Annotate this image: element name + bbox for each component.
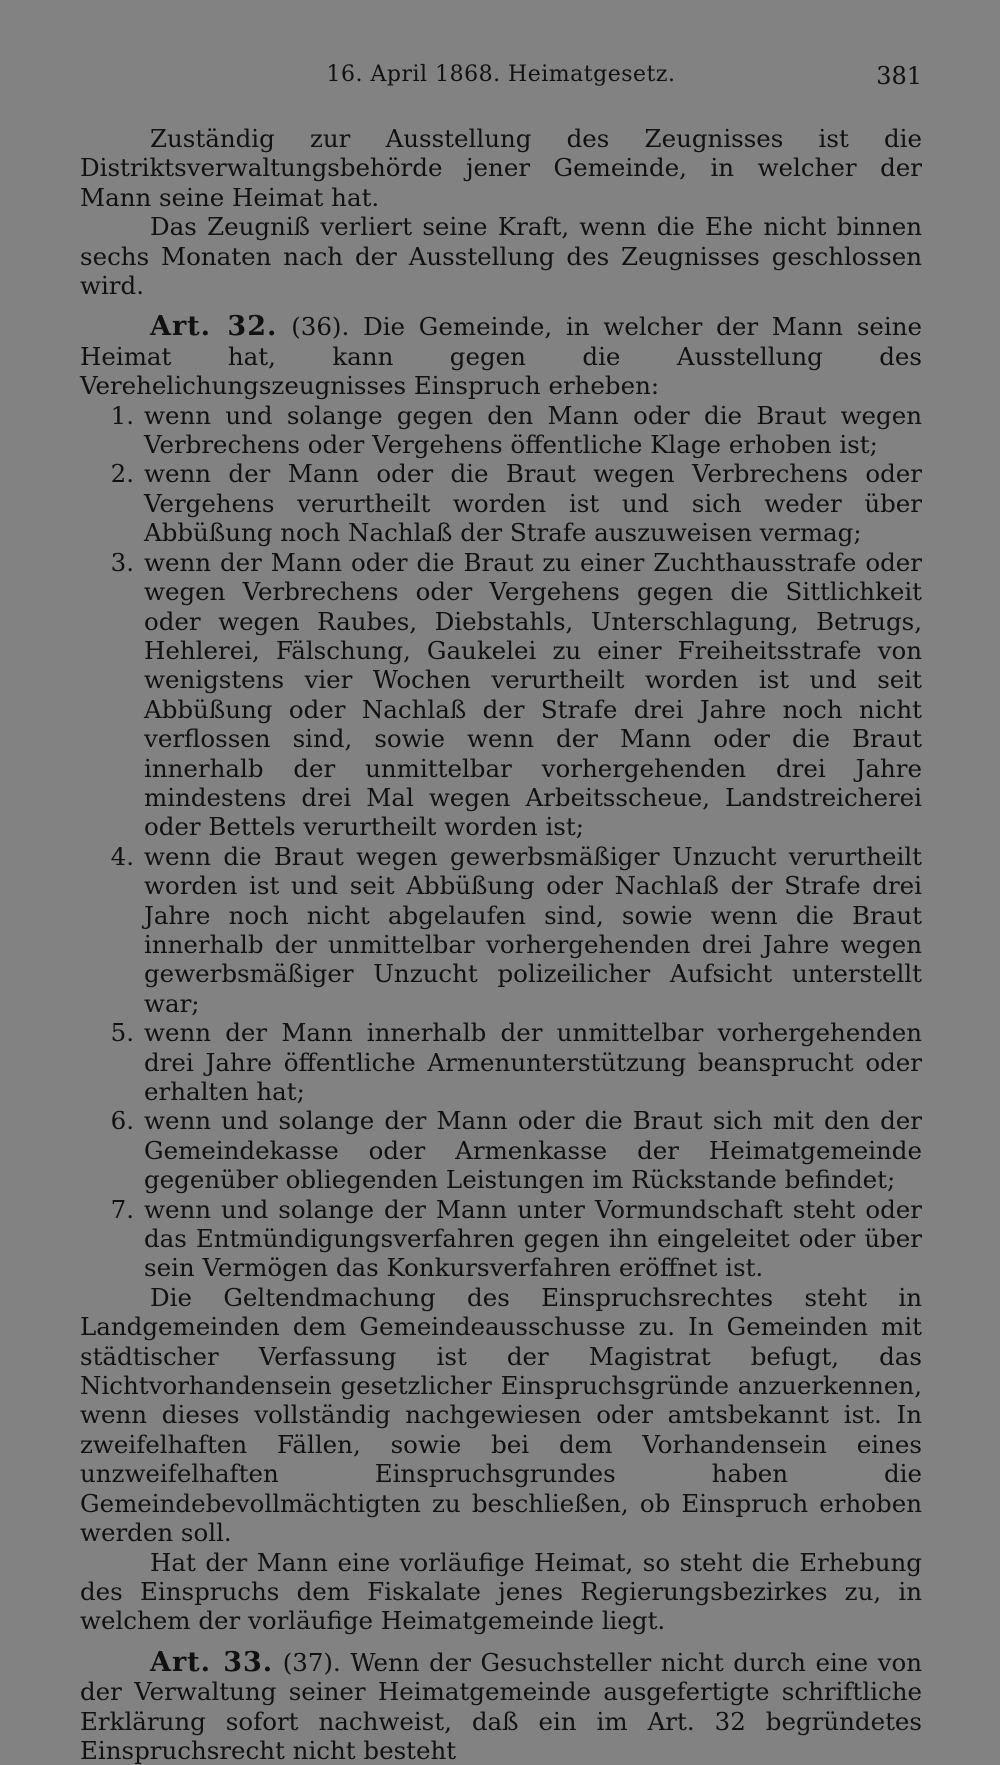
list-item-text: wenn die Braut wegen gewerbsmäßiger Unzucht verurtheilt worden ist und seit Abbüßung oder Nachlaß der Strafe drei Jahre noch nicht abgelaufen sind, sowie wenn die Braut innerhalb der unmittelbar vorhergehenden drei Jahre wegen gewerbsmäßiger Unzucht polizeilicher Aufsicht unterstellt war; — [144, 841, 922, 1018]
list-item — [80, 401, 922, 460]
running-title: 16. April 1868. Heimatgesetz. — [326, 62, 676, 87]
list-item-text: wenn und solange der Mann unter Vormundschaft steht oder das Entmündigungsverfahren gegen ihn eingeleitet oder über sein Vermögen das Konkursverfahren eröffnet ist. — [144, 1194, 922, 1283]
paragraph-objection-procedure: Die Geltendmachung des Einspruchsrechtes steht in Landgemeinden dem Gemeindeausschusse zu. In Gemeinden mit städtischer Verfassung ist der Magistrat befugt, das Nichtvorhandensein gesetzlicher Einspruchsgründe anzuerkennen, wenn dieses vollständig nachgewiesen oder amtsbekannt ist. In zweifelhaften Fällen, sowie bei dem Vorhandensein eines unzweifelhaften Einspruchsgrundes haben die Gemeindebevollmächtigten zu beschließen, ob Einspruch erhoben werden soll. — [80, 1282, 922, 1548]
article-33 — [80, 1648, 922, 1765]
list-item — [80, 1018, 922, 1106]
article-32-intro-text: Die Gemeinde, in welcher der Mann seine Heimat hat, kann gegen die Ausstellung des Verehelichungszeugnisses Einspruch erheben: — [80, 312, 923, 401]
list-item-number: 6. — [110, 1106, 134, 1136]
article-32-intro — [80, 312, 922, 400]
list-item-number: 3. — [110, 547, 134, 577]
paragraph-competence: Zuständig zur Ausstellung des Zeugnisses ist die Distriktsverwaltungsbehörde jener Gemeinde, in welcher der Mann seine Heimat hat. — [80, 124, 922, 212]
page-number: 381 — [876, 62, 922, 90]
list-item-number: 5. — [110, 1018, 134, 1048]
article-32-label: Art. 32. — [150, 311, 278, 343]
list-item-number: 4. — [110, 841, 134, 871]
list-item-number: 7. — [110, 1194, 134, 1224]
list-item — [80, 548, 922, 842]
list-item-number: 2. — [110, 459, 134, 489]
article-33-label: Art. 33. — [150, 1646, 274, 1678]
article-33-text: Wenn der Gesuchsteller nicht durch eine von der Verwaltung seiner Heimatgemeinde ausgefertigte schriftliche Erklärung sofort nachweist, daß ein im Art. 32 begründetes Einspruchsrecht nicht besteht — [80, 1647, 922, 1765]
list-item — [80, 459, 922, 547]
article-33-ref: (37). — [282, 1647, 341, 1677]
article-32-ref: (36). — [291, 312, 350, 342]
list-item-number: 1. — [110, 400, 134, 430]
list-item — [80, 1195, 922, 1283]
list-item-text: wenn und solange der Mann oder die Braut sich mit den der Gemeindekasse oder Armenkasse der Heimatgemeinde gegenüber obliegenden Leistungen im Rückstande befindet; — [144, 1106, 922, 1195]
list-item-text: wenn der Mann oder die Braut wegen Verbrechens oder Vergehens verurtheilt worden ist und sich weder über Abbüßung noch Nachlaß der Strafe auszuweisen vermag; — [144, 459, 922, 548]
paragraph-provisional-home: Hat der Mann eine vorläufige Heimat, so steht die Erhebung des Einspruchs dem Fiskalate jenes Regierungsbezirkes zu, in welchem der vorläufige Heimatgemeinde liegt. — [80, 1547, 922, 1636]
list-item — [80, 842, 922, 1018]
list-item-text: wenn und solange gegen den Mann oder die Braut wegen Verbrechens oder Vergehens öffentliche Klage erhoben ist; — [144, 400, 922, 460]
list-item-text: wenn der Mann innerhalb der unmittelbar vorhergehenden drei Jahre öffentliche Armenunterstützung beansprucht oder erhalten hat; — [144, 1018, 922, 1106]
document-body — [80, 124, 922, 1765]
list-item — [80, 1106, 922, 1194]
paragraph-certificate-validity: Das Zeugniß verliert seine Kraft, wenn die Ehe nicht binnen sechs Monaten nach der Ausstellung des Zeugnisses geschlossen wird. — [80, 212, 922, 301]
list-item-text: wenn der Mann oder die Braut zu einer Zuchthausstrafe oder wegen Verbrechens oder Vergehens gegen die Sittlichkeit oder wegen Raubes, Diebstahls, Unterschlagung, Betrugs, Hehlerei, Fälschung, Gaukelei zu einer Freiheitsstrafe von wenigstens vier Wochen verurtheilt worden ist und seit Abbüßung oder Nachlaß der Strafe drei Jahre noch nicht verflossen sind, sowie wenn der Mann oder die Braut innerhalb der unmittelbar vorhergehenden drei Jahre mindestens drei Mal wegen Arbeitsscheue, Landstreicherei oder Bettels verurtheilt worden ist; — [144, 547, 922, 842]
objection-grounds-list — [80, 401, 922, 1283]
page-header — [80, 62, 922, 98]
